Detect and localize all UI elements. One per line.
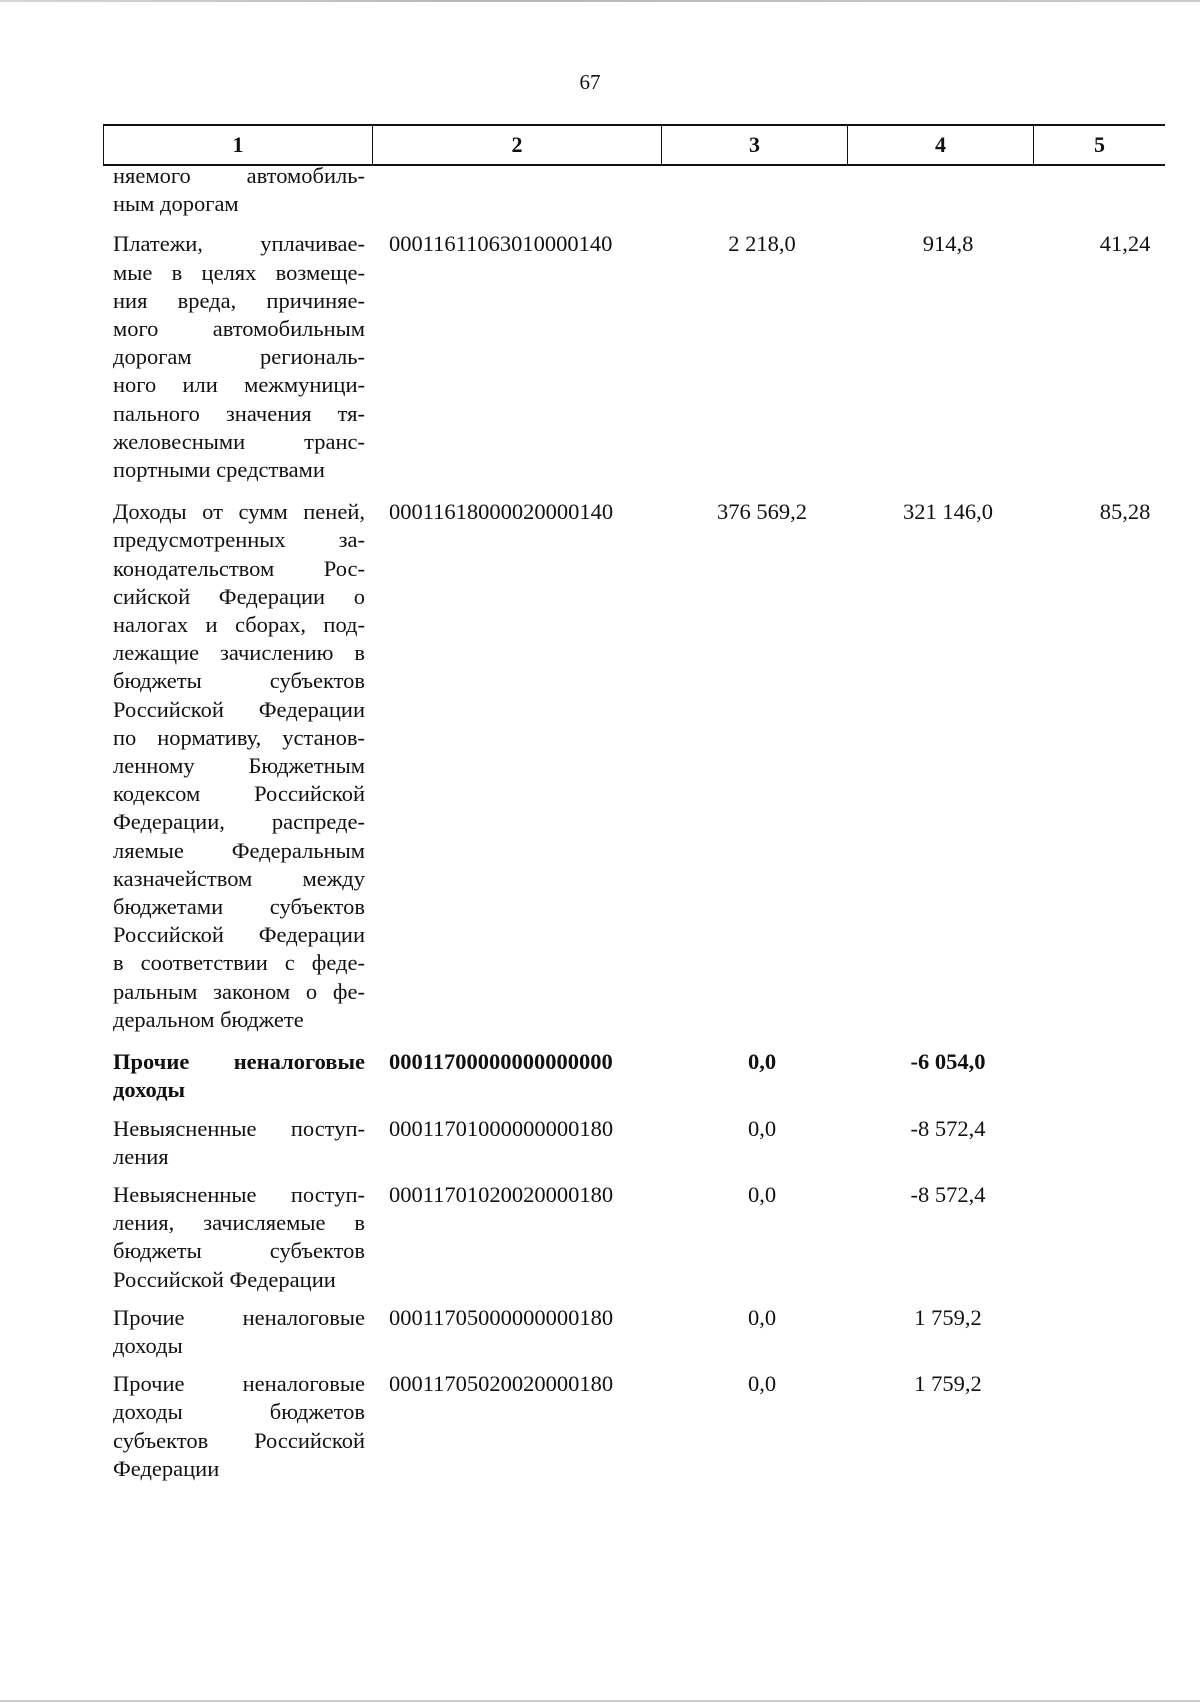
row-name-line: Невыясненные поступ- xyxy=(113,1115,365,1141)
scan-bottom-edge xyxy=(0,1700,1200,1702)
row-name-line: мого автомобильным xyxy=(113,316,365,342)
row-name-line: сийской Федерации о xyxy=(113,583,365,609)
row-name-line: Федерации, распреде- xyxy=(113,809,365,835)
table-row xyxy=(113,162,1165,218)
row-name-line: казначейством между xyxy=(113,865,365,891)
table-row xyxy=(113,1181,1165,1294)
row-value-col4: 1 759,2 xyxy=(914,1371,982,1397)
row-name xyxy=(113,162,365,218)
page-number: 67 xyxy=(579,70,601,94)
column-header-2: 2 xyxy=(373,126,662,164)
row-value-col3: 0,0 xyxy=(747,1304,777,1330)
table-row xyxy=(113,1304,1165,1360)
row-name-line: предусмотренных за- xyxy=(113,527,365,553)
row-name xyxy=(113,1048,365,1104)
row-name-line: ления xyxy=(113,1143,169,1169)
row-code: 00011611063010000140 xyxy=(389,231,613,257)
row-value-col3: 376 569,2 xyxy=(717,499,807,525)
row-value-col3: 0,0 xyxy=(747,1181,777,1207)
row-name-line: в соответствии с феде- xyxy=(113,950,365,976)
row-name-line: конодательством Рос- xyxy=(113,555,365,581)
row-name-line: няемого автомобиль- xyxy=(113,163,365,188)
row-value-col4: 321 146,0 xyxy=(903,499,993,525)
row-name xyxy=(113,1304,365,1360)
scan-top-edge xyxy=(0,0,1200,2)
column-header-5: 5 xyxy=(1094,132,1105,157)
row-value-col4: 1 759,2 xyxy=(914,1304,982,1330)
row-name-line: налогах и сборах, под- xyxy=(113,612,365,638)
row-name-line: доходы xyxy=(113,1332,183,1358)
row-name-line: мые в целях возмеще- xyxy=(113,259,365,285)
row-name-line: субъектов Российской xyxy=(113,1427,365,1453)
row-name-line: бюджетами субъектов xyxy=(113,894,365,920)
row-name-line: ральным законом о фе- xyxy=(113,978,365,1004)
row-name-line: деральном бюджете xyxy=(113,1006,304,1032)
column-header-3: 3 xyxy=(662,126,848,164)
row-name-line: ного или межмуници- xyxy=(113,372,365,398)
row-value-col4: -6 054,0 xyxy=(910,1049,986,1075)
table-body xyxy=(113,162,1165,1483)
table-row xyxy=(113,1370,1165,1483)
row-name-line: Доходы от сумм пеней, xyxy=(113,499,365,525)
table-row xyxy=(113,230,1165,484)
row-name-line: Невыясненные поступ- xyxy=(113,1181,365,1207)
row-code: 00011700000000000000 xyxy=(389,1049,613,1075)
row-name-line: ным дорогам xyxy=(113,191,239,217)
row-name-line: дорогам региональ- xyxy=(113,344,365,370)
row-name-line: Российской Федерации xyxy=(113,922,365,948)
row-name-line: ленному Бюджетным xyxy=(113,753,365,779)
row-code: 00011701020020000180 xyxy=(389,1181,614,1207)
row-name-line: бюджеты субъектов xyxy=(113,1238,365,1264)
row-value-col5: 41,24 xyxy=(1099,231,1151,257)
row-value-col4: 914,8 xyxy=(922,231,974,257)
column-header-1: 1 xyxy=(103,126,373,164)
row-name-line: Платежи, уплачивае- xyxy=(113,231,365,257)
row-name-line: Прочие неналоговые xyxy=(113,1304,365,1330)
row-name-line: кодексом Российской xyxy=(113,781,365,807)
table-row xyxy=(113,1048,1165,1104)
row-value-col3: 2 218,0 xyxy=(728,231,796,257)
row-name-line: лежащие зачислению в xyxy=(113,640,365,666)
row-name-line: ления, зачисляемые в xyxy=(113,1210,365,1236)
row-name-line: ния вреда, причиняе- xyxy=(113,287,365,313)
row-value-col3: 0,0 xyxy=(747,1115,777,1141)
row-name xyxy=(113,1115,365,1171)
row-name-line: Российской Федерации xyxy=(113,1266,336,1292)
table-row xyxy=(113,1115,1165,1171)
row-name-line: по нормативу, установ- xyxy=(113,724,365,750)
row-name-line: желовесными транс- xyxy=(113,428,365,454)
row-name-line: доходы бюджетов xyxy=(113,1399,365,1425)
row-value-col3: 0,0 xyxy=(747,1371,777,1397)
row-name-line: бюджеты субъектов xyxy=(113,668,365,694)
row-name xyxy=(113,1370,365,1483)
row-value-col5: 85,28 xyxy=(1099,499,1151,525)
row-name-line: Прочие неналоговые xyxy=(113,1371,365,1397)
row-name-line: Федерации xyxy=(113,1455,220,1481)
row-name-line: портными средствами xyxy=(113,457,325,483)
row-value-col4: -8 572,4 xyxy=(910,1181,986,1207)
row-code: 00011705020020000180 xyxy=(389,1371,614,1397)
column-header-4: 4 xyxy=(848,126,1034,164)
row-name-line: доходы xyxy=(113,1077,186,1103)
row-name-line: Прочие неналоговые xyxy=(113,1049,365,1075)
table-row xyxy=(113,498,1165,1034)
row-name-line: Российской Федерации xyxy=(113,696,365,722)
table-header xyxy=(103,124,1165,166)
row-name xyxy=(113,230,365,484)
row-code: 00011701000000000180 xyxy=(389,1115,614,1141)
row-name-line: ляемые Федеральным xyxy=(113,837,365,863)
row-name-line: пального значения тя- xyxy=(113,400,365,426)
row-name xyxy=(113,498,365,1034)
row-code: 00011618000020000140 xyxy=(389,499,614,525)
row-code: 00011705000000000180 xyxy=(389,1304,614,1330)
row-name xyxy=(113,1181,365,1294)
row-value-col3: 0,0 xyxy=(747,1049,777,1075)
row-value-col4: -8 572,4 xyxy=(910,1115,986,1141)
